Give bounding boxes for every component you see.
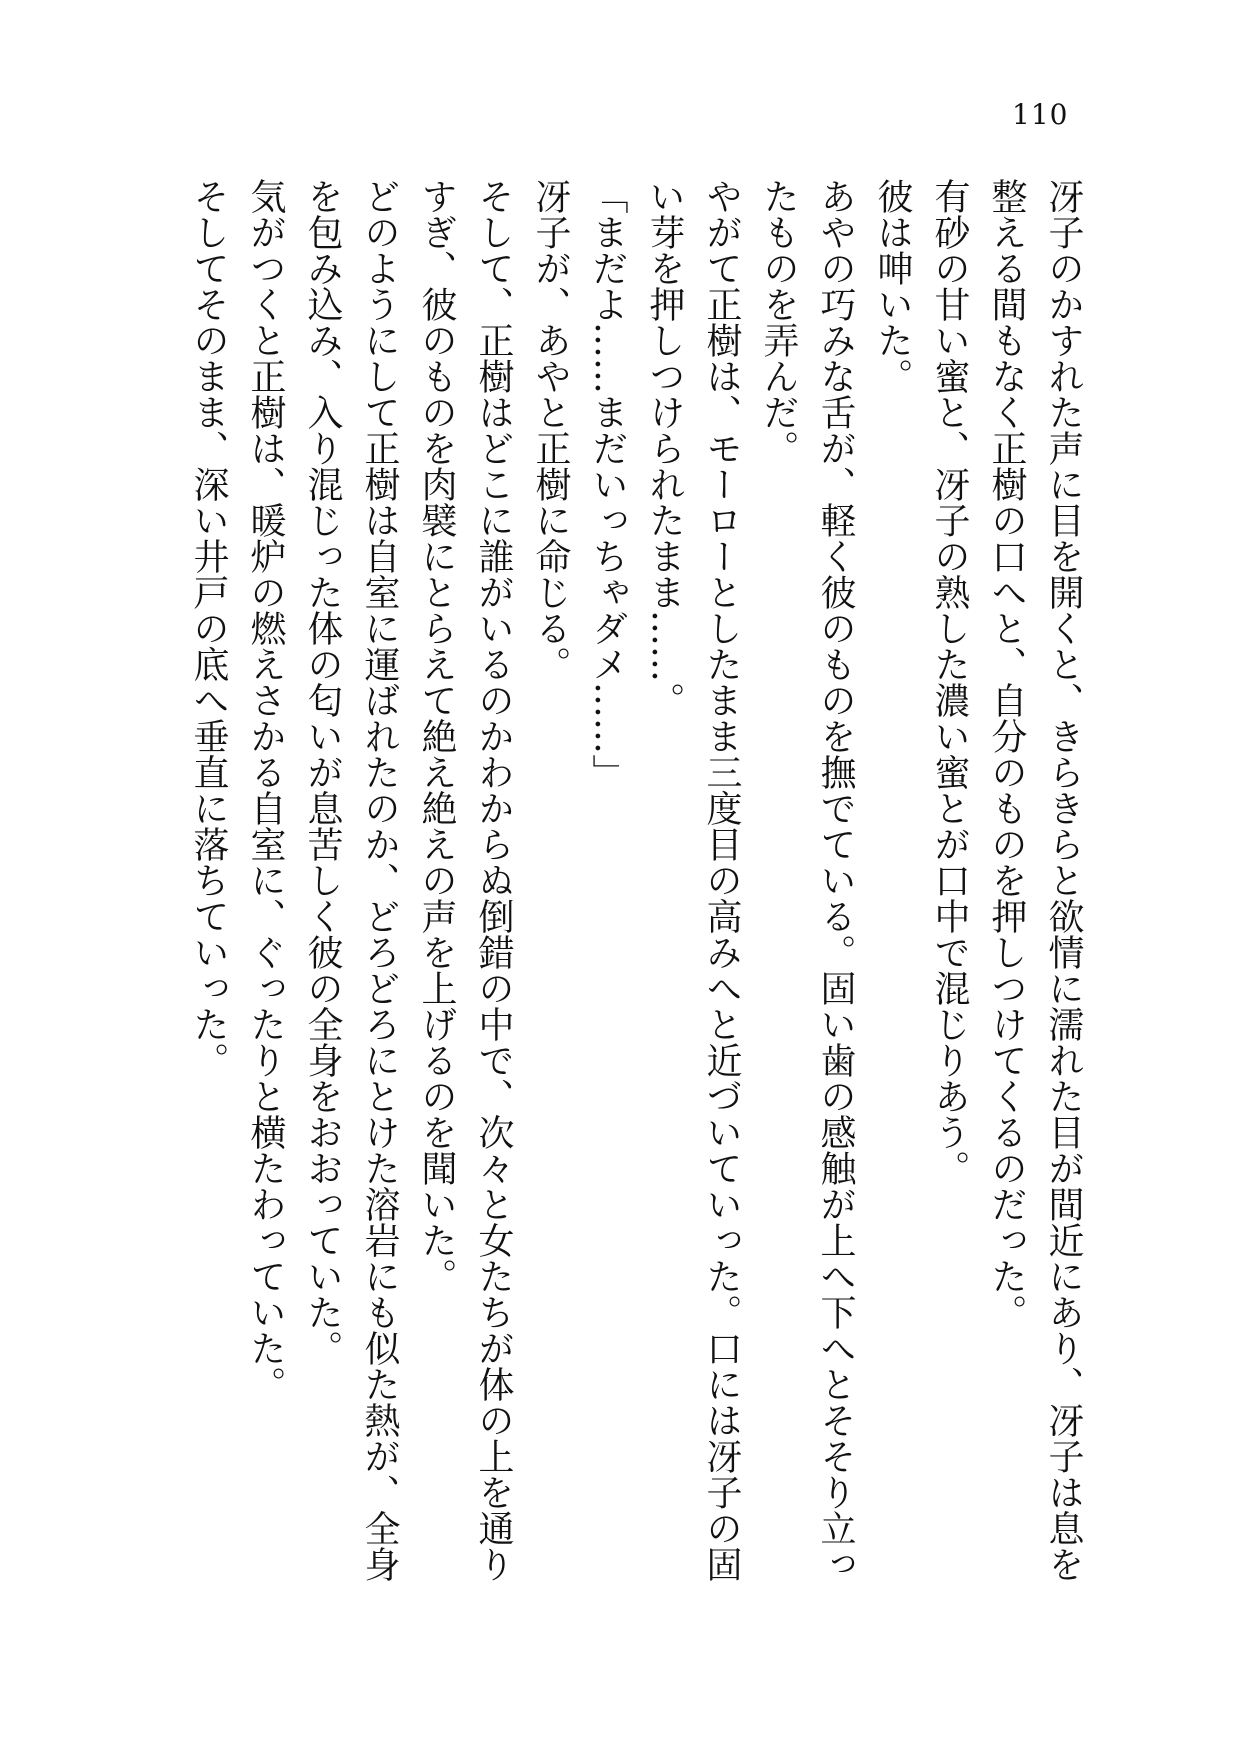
text-line: を包み込み、入り混じった体の匂いが息苦しく彼の全身をおおっていた。: [302, 178, 343, 1366]
text-line: そしてそのまま、深い井戸の底へ垂直に落ちていった。: [188, 178, 229, 1078]
text-line: 有砂の甘い蜜と、冴子の熟した濃い蜜とが口中で混じりあう。: [929, 178, 970, 1186]
body-text: [180, 178, 1092, 1598]
text-line: 冴子のかすれた声に目を開くと、きらきらと欲情に濡れた目が間近にあり、冴子は息を: [1043, 178, 1084, 1582]
text-line: 彼は呻いた。: [872, 178, 913, 394]
text-line: そして、正樹はどこに誰がいるのかわからぬ倒錯の中で、次々と女たちが体の上を通り: [473, 178, 514, 1582]
text-line: すぎ、彼のものを肉襞にとらえて絶え絶えの声を上げるのを聞いた。: [416, 178, 457, 1294]
text-line: 「まだよ……まだいっちゃダメ……」: [587, 178, 628, 790]
text-line: たものを弄んだ。: [758, 178, 799, 466]
text-line: どのようにして正樹は自室に運ばれたのか、どろどろにとけた溶岩にも似た熱が、全身: [359, 178, 400, 1582]
text-line: あやの巧みな舌が、軽く彼のものを撫でている。固い歯の感触が上へ下へとそそり立っ: [815, 178, 856, 1582]
text-line: 冴子が、あやと正樹に命じる。: [530, 178, 571, 682]
text-line: 気がつくと正樹は、暖炉の燃えさかる自室に、ぐったりと横たわっていた。: [245, 178, 286, 1402]
text-line: い芽を押しつけられたまま……。: [644, 178, 685, 718]
text-line: 整える間もなく正樹の口へと、自分のものを押しつけてくるのだった。: [986, 178, 1027, 1330]
text-line: やがて正樹は、モーローとしたまま三度目の高みへと近づいていった。口には冴子の固: [701, 178, 742, 1582]
page-number: 110: [1012, 98, 1069, 131]
